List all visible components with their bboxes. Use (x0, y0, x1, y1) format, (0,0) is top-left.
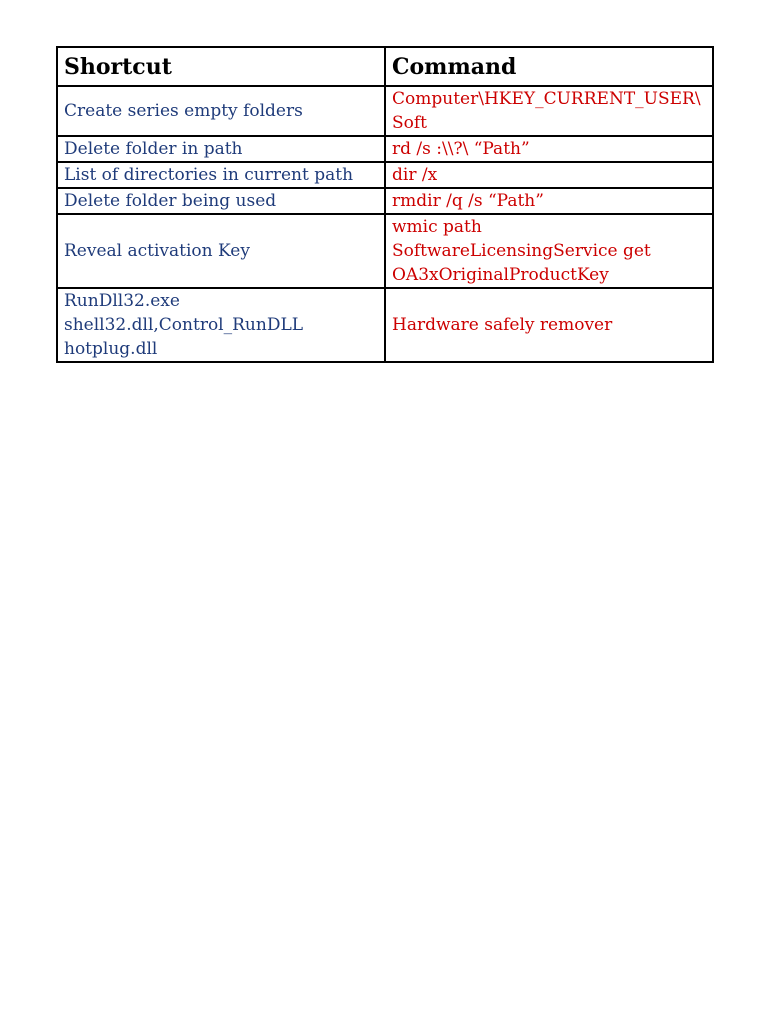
shortcut-cell: List of directories in current path (57, 162, 385, 188)
table-row (57, 188, 713, 214)
command-cell: dir /x (385, 162, 713, 188)
table-row (57, 86, 713, 136)
header-command: Command (385, 47, 713, 86)
shortcut-cell: RunDll32.exe shell32.dll,Control_RunDLL hotplug.dll (57, 288, 385, 362)
table-header-row (57, 47, 713, 86)
header-shortcut: Shortcut (57, 47, 385, 86)
command-cell: wmic path SoftwareLicensingService get OA3xOriginalProductKey (385, 214, 713, 288)
table-row (57, 214, 713, 288)
table-row (57, 162, 713, 188)
shortcut-cell: Delete folder in path (57, 136, 385, 162)
command-cell: Hardware safely remover (385, 288, 713, 362)
table-row (57, 288, 713, 362)
table-row (57, 136, 713, 162)
shortcut-cell: Create series empty folders (57, 86, 385, 136)
command-cell: rmdir /q /s “Path” (385, 188, 713, 214)
command-cell: Computer\HKEY_CURRENT_USER\Soft (385, 86, 713, 136)
shortcut-cell: Reveal activation Key (57, 214, 385, 288)
shortcut-command-table (56, 46, 714, 363)
command-cell: rd /s :\\?\ “Path” (385, 136, 713, 162)
shortcut-cell: Delete folder being used (57, 188, 385, 214)
